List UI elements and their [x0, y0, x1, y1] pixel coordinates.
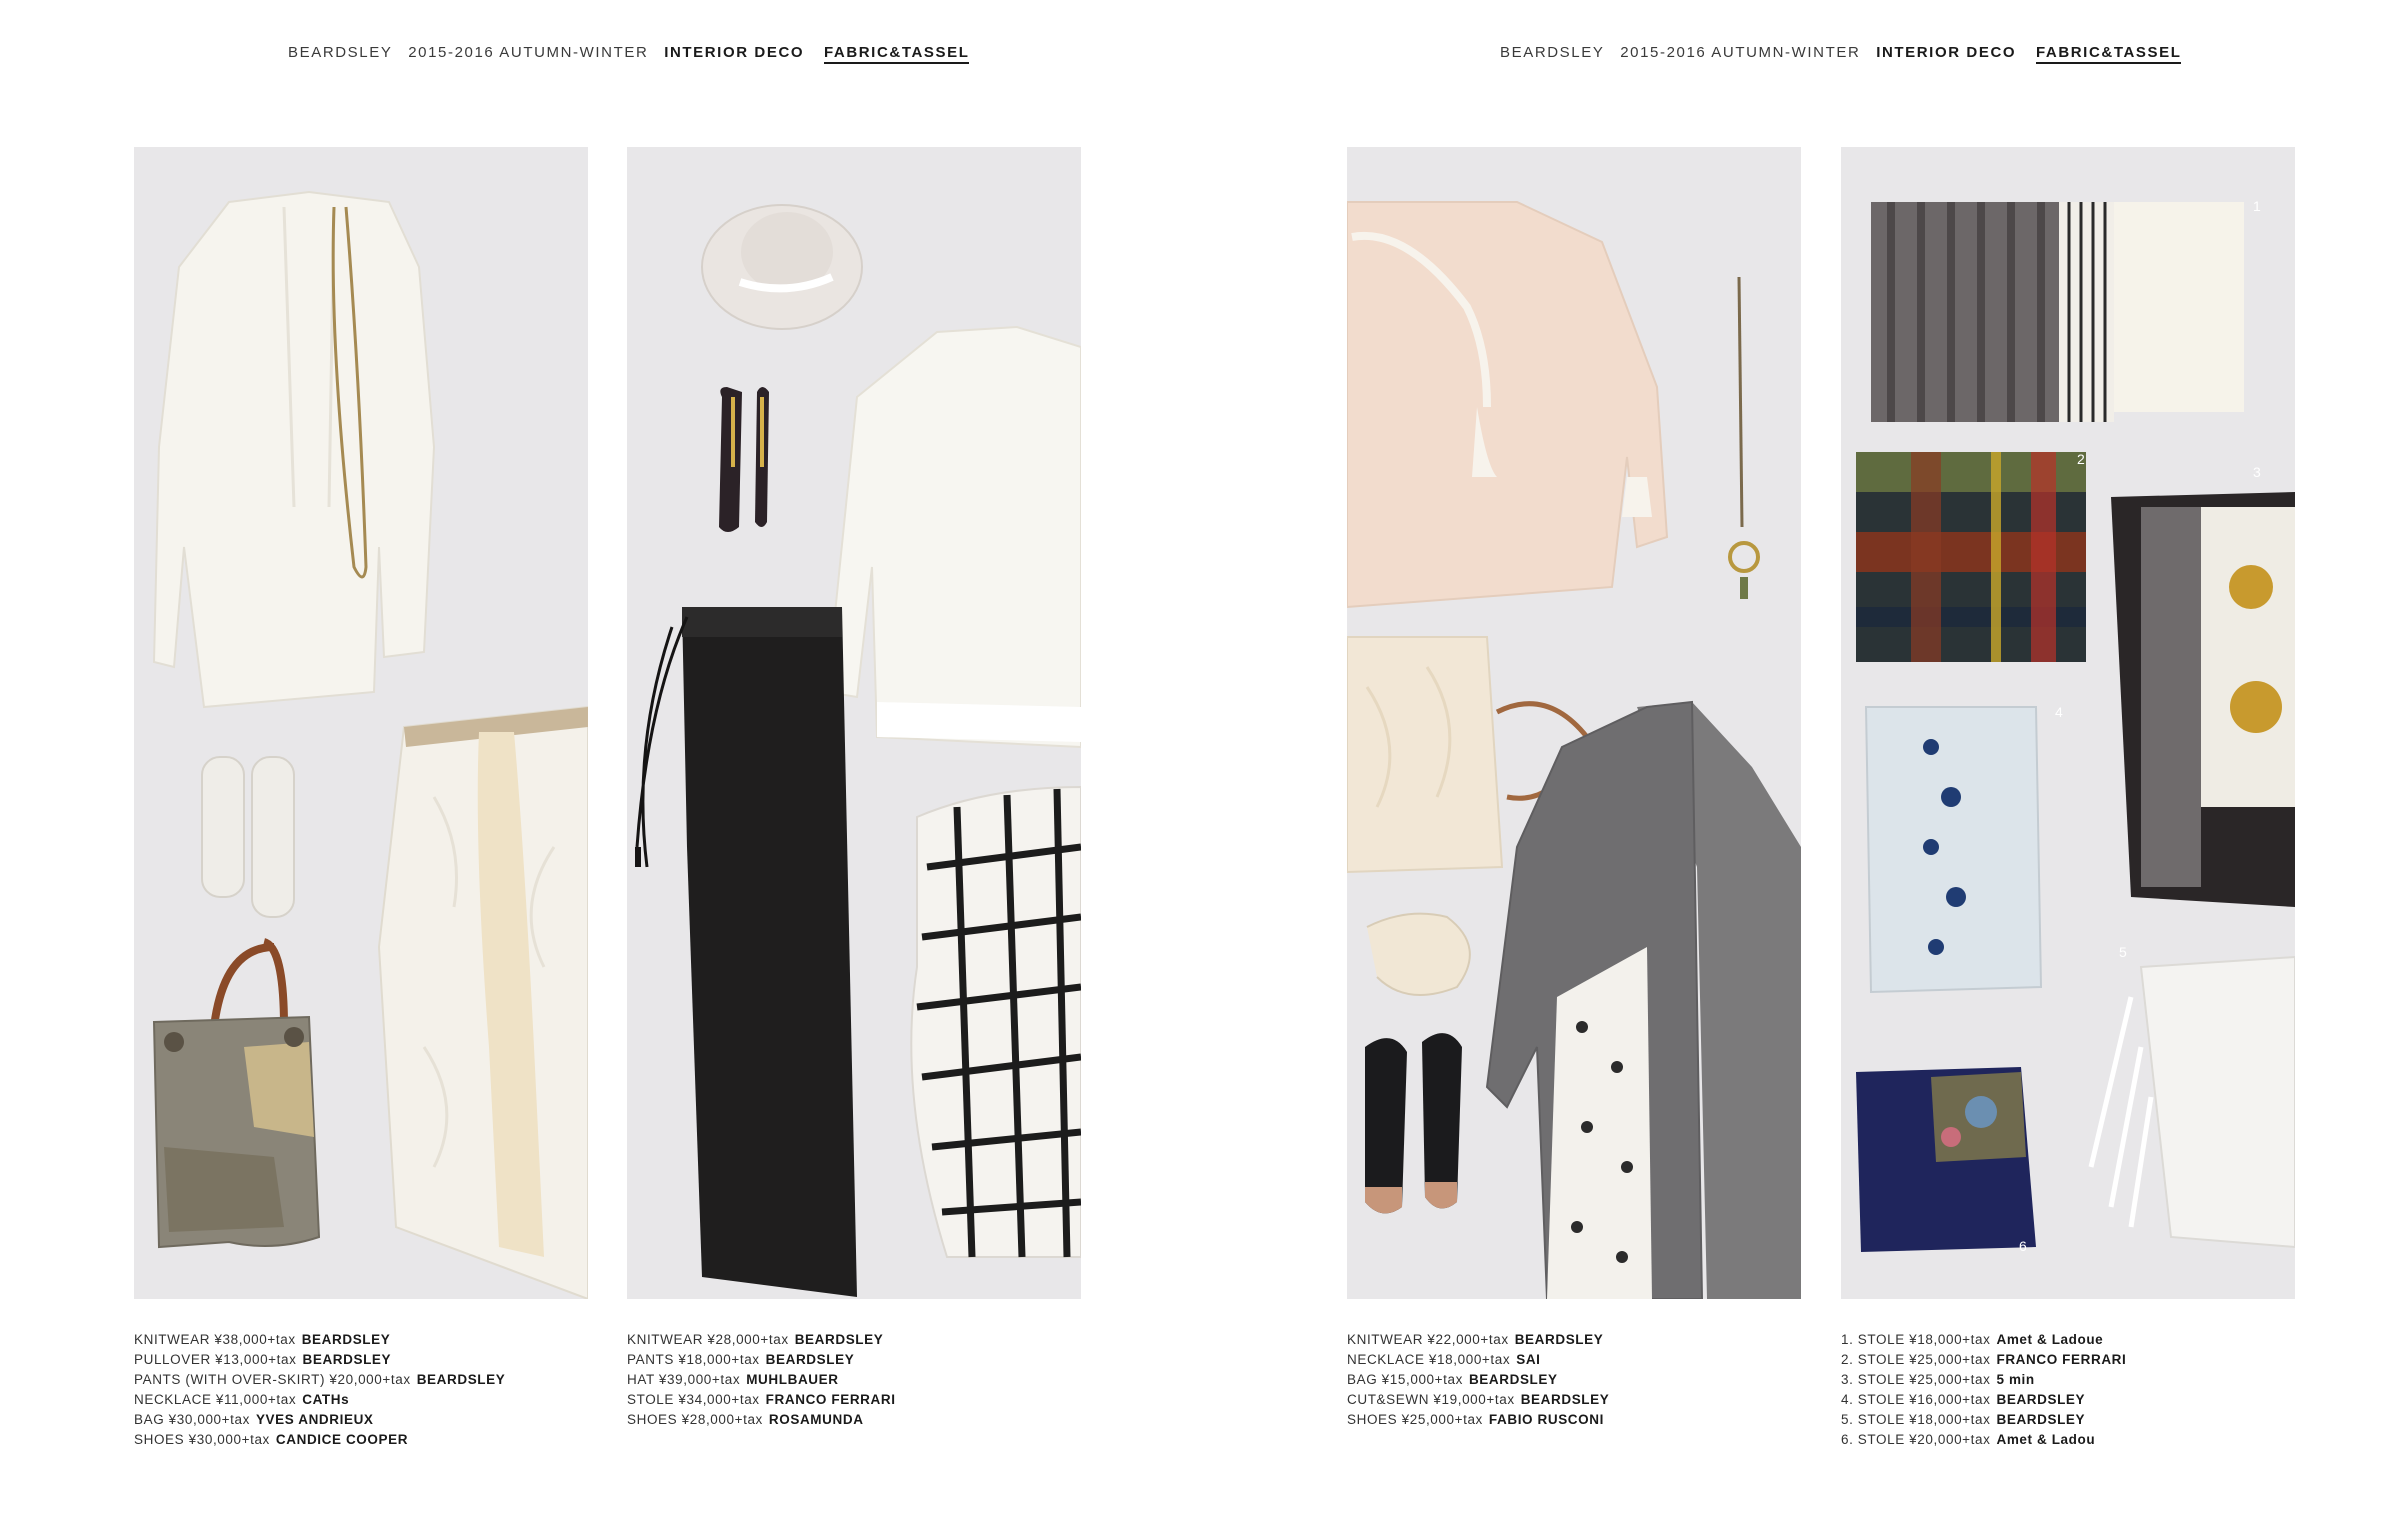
flatlay-photo-2 [627, 147, 1081, 1299]
caption-brand: BEARDSLEY [1468, 1372, 1558, 1387]
stole-number: 4 [2055, 704, 2063, 720]
photo-panel-2 [627, 147, 1081, 1299]
caption-brand: Amet & Ladoue [1996, 1332, 2104, 1347]
caption-line: 1. STOLE ¥18,000+tax Amet & Ladoue [1841, 1332, 2104, 1347]
photo-panel-4 [1841, 147, 2295, 1299]
shoes [719, 387, 769, 532]
caption-brand: FRANCO FERRARI [1996, 1352, 2127, 1367]
caption-line: PANTS ¥18,000+tax BEARDSLEY [627, 1352, 855, 1367]
header-brand: BEARDSLEY [1500, 44, 1605, 61]
caption-line: 6. STOLE ¥20,000+tax Amet & Ladou [1841, 1432, 2096, 1447]
stole-4 [1866, 707, 2041, 992]
stole-2 [1856, 452, 2086, 662]
photo-panel-3 [1347, 147, 1801, 1299]
caption-brand: CATHs [302, 1392, 350, 1407]
caption-line: 4. STOLE ¥16,000+tax BEARDSLEY [1841, 1392, 2086, 1407]
caption-list-2 [627, 1330, 1087, 1430]
caption-line: BAG ¥30,000+tax YVES ANDRIEUX [134, 1412, 374, 1427]
necklace [1730, 277, 1758, 599]
caption-line: SHOES ¥28,000+tax ROSAMUNDA [627, 1412, 864, 1427]
caption-brand: BEARDSLEY [301, 1332, 391, 1347]
header-season: 2015-2016 AUTUMN-WINTER [408, 44, 649, 61]
flatlay-photo-3 [1347, 147, 1801, 1299]
caption-brand: BEARDSLEY [1514, 1332, 1604, 1347]
tote-bag [154, 942, 319, 1247]
stole-1 [1871, 202, 2244, 422]
hat [702, 205, 862, 329]
stole-number: 3 [2253, 464, 2261, 480]
stole-3 [2111, 492, 2295, 907]
cardigan [154, 192, 434, 707]
caption-brand: BEARDSLEY [1996, 1412, 2086, 1427]
caption-list-3 [1347, 1330, 1807, 1430]
sneakers [202, 757, 294, 917]
caption-line: SHOES ¥25,000+tax FABIO RUSCONI [1347, 1412, 1604, 1427]
pants [635, 607, 857, 1297]
caption-brand: BEARDSLEY [794, 1332, 884, 1347]
caption-line: HAT ¥39,000+tax MUHLBAUER [627, 1372, 839, 1387]
caption-brand: FRANCO FERRARI [765, 1392, 896, 1407]
flatlay-photo-1 [134, 147, 588, 1299]
caption-list-4 [1841, 1330, 2301, 1450]
caption-brand: ROSAMUNDA [768, 1412, 864, 1427]
stole-5 [2091, 957, 2295, 1247]
caption-brand: FABIO RUSCONI [1488, 1412, 1604, 1427]
caption-brand: BEARDSLEY [1996, 1392, 2086, 1407]
page-header-left [288, 44, 969, 66]
header-brand: BEARDSLEY [288, 44, 393, 61]
caption-line: CUT&SEWN ¥19,000+tax BEARDSLEY [1347, 1392, 1610, 1407]
caption-line: NECKLACE ¥18,000+tax SAI [1347, 1352, 1541, 1367]
stole-number: 6 [2019, 1238, 2027, 1254]
stole-number: 1 [2253, 198, 2261, 214]
caption-line: NECKLACE ¥11,000+tax CATHs [134, 1392, 350, 1407]
header-section: INTERIOR DECO [1876, 44, 2017, 61]
caption-brand: BEARDSLEY [302, 1352, 392, 1367]
caption-line: SHOES ¥30,000+tax CANDICE COOPER [134, 1432, 409, 1447]
header-section: INTERIOR DECO [664, 44, 805, 61]
caption-line: 2. STOLE ¥25,000+tax FRANCO FERRARI [1841, 1352, 2127, 1367]
caption-brand: BEARDSLEY [1520, 1392, 1610, 1407]
caption-line: PULLOVER ¥13,000+tax BEARDSLEY [134, 1352, 392, 1367]
caption-list-1 [134, 1330, 594, 1450]
stole-number: 2 [2077, 451, 2085, 467]
lace-skirt [379, 707, 588, 1299]
header-subsection: FABRIC&TASSEL [824, 44, 970, 64]
stole-number: 5 [2119, 944, 2127, 960]
page-header-right [1500, 44, 2181, 66]
caption-brand: BEARDSLEY [765, 1352, 855, 1367]
caption-line: STOLE ¥34,000+tax FRANCO FERRARI [627, 1392, 896, 1407]
caption-line: KNITWEAR ¥38,000+tax BEARDSLEY [134, 1332, 391, 1347]
check-stole [911, 787, 1081, 1257]
photo-panel-1 [134, 147, 588, 1299]
caption-line: 3. STOLE ¥25,000+tax 5 min [1841, 1372, 2035, 1387]
caption-line: PANTS (WITH OVER-SKIRT) ¥20,000+tax BEARDSLEY [134, 1372, 506, 1387]
caption-line: 5. STOLE ¥18,000+tax BEARDSLEY [1841, 1412, 2086, 1427]
header-subsection: FABRIC&TASSEL [2036, 44, 2182, 64]
loafers [1365, 1033, 1462, 1213]
bow-hair-accessory [1367, 914, 1470, 995]
caption-line: BAG ¥15,000+tax BEARDSLEY [1347, 1372, 1558, 1387]
knit-sweater [1347, 202, 1667, 607]
caption-brand: BEARDSLEY [416, 1372, 506, 1387]
caption-brand: Amet & Ladou [1996, 1432, 2096, 1447]
caption-brand: 5 min [1996, 1372, 2035, 1387]
caption-brand: MUHLBAUER [746, 1372, 839, 1387]
caption-line: KNITWEAR ¥22,000+tax BEARDSLEY [1347, 1332, 1604, 1347]
caption-brand: YVES ANDRIEUX [255, 1412, 374, 1427]
dress [1487, 702, 1801, 1299]
caption-line: KNITWEAR ¥28,000+tax BEARDSLEY [627, 1332, 884, 1347]
flatlay-photo-4 [1841, 147, 2295, 1299]
header-season: 2015-2016 AUTUMN-WINTER [1620, 44, 1861, 61]
caption-brand: SAI [1516, 1352, 1541, 1367]
caption-brand: CANDICE COOPER [275, 1432, 409, 1447]
pullover [827, 327, 1081, 747]
stole-6 [1856, 1067, 2036, 1252]
